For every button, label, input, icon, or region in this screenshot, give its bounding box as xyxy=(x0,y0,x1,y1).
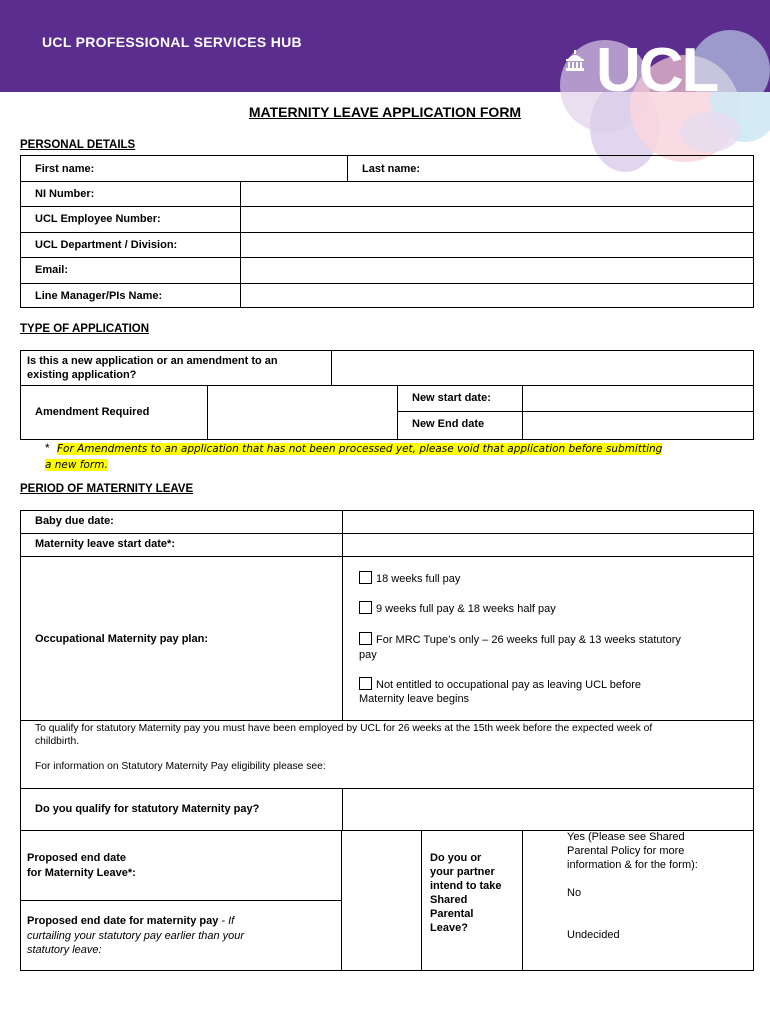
new-start-date-label: New start date: xyxy=(412,392,491,404)
page-title: MATERNITY LEAVE APPLICATION FORM xyxy=(248,104,522,120)
option-yes-line1[interactable]: Yes (Please see Shared xyxy=(567,831,685,843)
new-end-date-field[interactable] xyxy=(524,413,752,438)
department-field[interactable] xyxy=(242,234,752,256)
line-manager-label: Line Manager/PIs Name: xyxy=(35,290,163,302)
statutory-info-line1: To qualify for statutory Maternity pay you must have been employed by UCL for 26 weeks at the 15th week before the expected week of xyxy=(35,723,653,734)
amendment-note-line2: a new form. xyxy=(45,459,108,471)
shared-leave-question-line4: Shared xyxy=(430,894,468,906)
amendment-note-line1: For Amendments to an application that has not been processed yet, please void that application before submitting xyxy=(57,443,663,455)
section-heading-application: TYPE OF APPLICATION xyxy=(20,323,150,335)
first-name-label: First name: xyxy=(35,163,95,175)
email-field[interactable] xyxy=(242,259,752,281)
leave-start-date-field[interactable] xyxy=(344,535,752,555)
proposed-end-date-label-line2: for Maternity Leave*: xyxy=(27,867,136,879)
checkbox[interactable] xyxy=(359,571,372,584)
shared-leave-question-line6: Leave? xyxy=(430,922,468,934)
qualify-question-label: Do you qualify for statutory Maternity pay? xyxy=(35,803,260,815)
note-star: * xyxy=(45,441,50,455)
last-name-field[interactable] xyxy=(440,157,752,179)
proposed-end-date-field[interactable] xyxy=(343,832,420,899)
statutory-info-line2: childbirth. xyxy=(35,736,80,747)
option-yes-line2: Parental Policy for more xyxy=(567,845,685,857)
pay-option-mrc-tupe[interactable]: For MRC Tupe’s only – 26 weeks full pay & 13 weeks statutory xyxy=(359,632,681,646)
amendment-required-field[interactable] xyxy=(209,387,395,438)
pay-plan-label: Occupational Maternity pay plan: xyxy=(35,633,208,645)
statutory-info-link-text: For information on Statutory Maternity Pay eligibility please see: xyxy=(35,761,326,772)
hub-title: UCL PROFESSIONAL SERVICES HUB xyxy=(42,34,302,50)
shared-leave-question-line1: Do you or xyxy=(430,852,482,864)
new-end-date-label: New End date xyxy=(412,418,485,430)
employee-number-field[interactable] xyxy=(242,208,752,230)
baby-due-date-label: Baby due date: xyxy=(35,515,114,527)
baby-due-date-field[interactable] xyxy=(344,512,752,532)
option-undecided[interactable]: Undecided xyxy=(567,929,620,941)
application-question-line1: Is this a new application or an amendment to an xyxy=(27,355,278,367)
email-label: Email: xyxy=(35,264,69,276)
application-question-line2: existing application? xyxy=(27,369,137,381)
option-yes-line3: information & for the form): xyxy=(567,859,698,871)
shared-leave-question-line5: Parental xyxy=(430,908,474,920)
pay-option-not-entitled[interactable]: Not entitled to occupational pay as leaving UCL before xyxy=(359,677,641,691)
proposed-pay-end-label-line2: curtailing your statutory pay earlier than your xyxy=(27,930,245,942)
application-type-field[interactable] xyxy=(333,352,752,383)
ucl-logo: UCL xyxy=(596,36,718,105)
section-heading-period: PERIOD OF MATERNITY LEAVE xyxy=(20,483,194,495)
pay-option-18-weeks[interactable]: 18 weeks full pay xyxy=(359,571,460,585)
section-heading-personal: PERSONAL DETAILS xyxy=(20,139,136,151)
leave-start-date-label: Maternity leave start date*: xyxy=(35,538,175,550)
employee-number-label: UCL Employee Number: xyxy=(35,213,161,225)
portico-icon xyxy=(565,50,585,77)
proposed-pay-end-label-line1: Proposed end date for maternity pay - If xyxy=(27,915,235,927)
proposed-end-date-label-line1: Proposed end date xyxy=(27,852,127,864)
ni-number-field[interactable] xyxy=(242,183,752,205)
amendment-required-label: Amendment Required xyxy=(35,406,150,418)
checkbox[interactable] xyxy=(359,632,372,645)
department-label: UCL Department / Division: xyxy=(35,239,178,251)
proposed-pay-end-date-field[interactable] xyxy=(343,902,420,969)
shared-leave-question-line2: your partner xyxy=(430,866,495,878)
shared-leave-question-line3: intend to take xyxy=(430,880,502,892)
checkbox[interactable] xyxy=(359,601,372,614)
pay-option-mrc-tupe-line2: pay xyxy=(359,649,377,661)
first-name-field[interactable] xyxy=(160,157,345,179)
qualify-answer-field[interactable] xyxy=(344,790,752,828)
option-no[interactable]: No xyxy=(567,887,582,899)
new-start-date-field[interactable] xyxy=(524,387,752,409)
line-manager-field[interactable] xyxy=(242,285,752,307)
ni-number-label: NI Number: xyxy=(35,188,95,200)
proposed-pay-end-label-line3: statutory leave: xyxy=(27,944,102,956)
checkbox[interactable] xyxy=(359,677,372,690)
pay-option-9-weeks[interactable]: 9 weeks full pay & 18 weeks half pay xyxy=(359,601,556,615)
pay-option-not-entitled-line2: Maternity leave begins xyxy=(359,693,470,705)
last-name-label: Last name: xyxy=(362,163,421,175)
